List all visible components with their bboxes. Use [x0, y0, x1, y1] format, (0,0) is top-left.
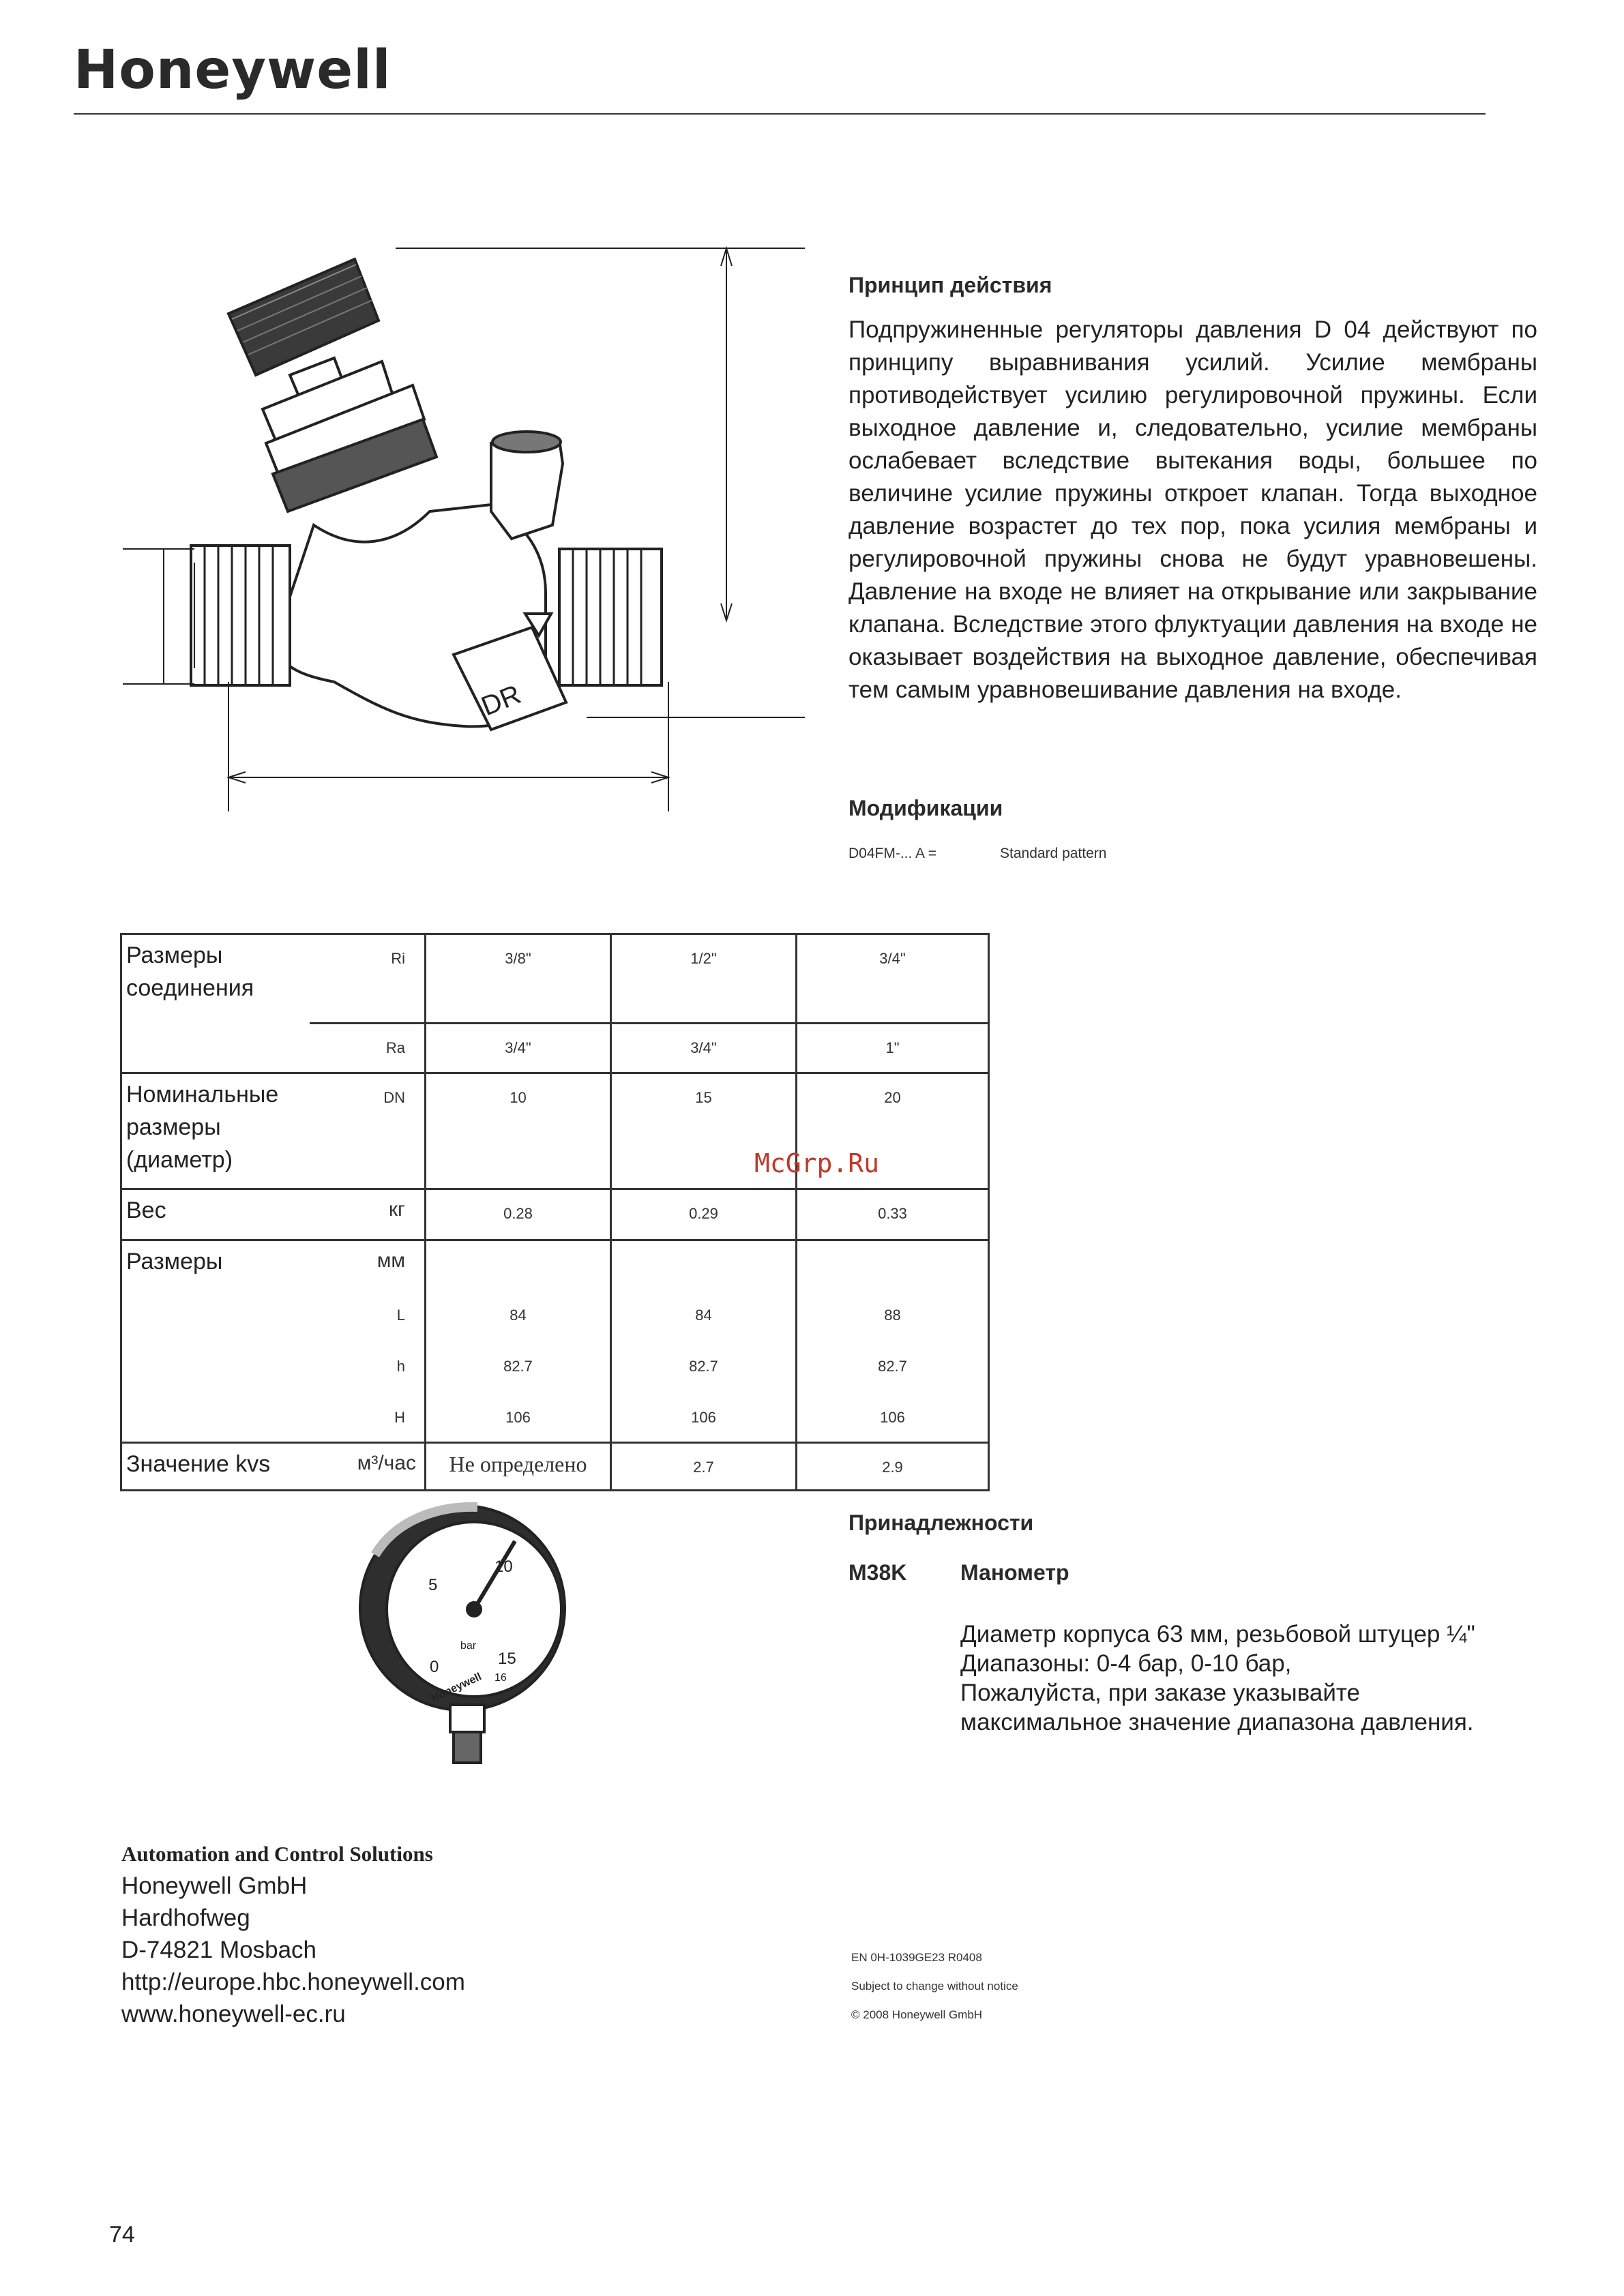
ri-cell: 1/2"	[611, 934, 797, 1024]
weight-cell: 0.33	[797, 1189, 989, 1240]
company-name: Automation and Control Solutions	[121, 1842, 433, 1866]
kvs-cell: Не определено	[426, 1443, 611, 1491]
footer	[851, 1943, 1018, 2029]
dims-unit: мм	[310, 1240, 426, 1292]
kvs-label: Значение kvs	[121, 1443, 310, 1491]
ri-cell: 3/4"	[797, 934, 989, 1024]
address-line: www.honeywell-ec.ru	[121, 2001, 346, 2027]
gauge-tick: 10	[494, 1557, 513, 1576]
nominal-label: Номинальные размеры (диаметр)	[121, 1073, 310, 1189]
accessory-line: Пожалуйста, при заказе указывайте	[960, 1680, 1361, 1706]
modifications-title: Модификации	[848, 796, 1003, 820]
L-cell: 88	[797, 1292, 989, 1343]
L-cell: 84	[426, 1292, 611, 1343]
accessory-line: максимальное значение диапазона давления.	[960, 1709, 1474, 1735]
kvs-cell: 2.7	[611, 1443, 797, 1491]
principle-text: Подпружиненные регуляторы давления D 04 действуют по принципу выравнивания усилий. Усилие мембраны противодействует усилию регулировочной пружины. Если выходное давление и, следовательно, усилие мембраны ослабевает вследствие вытекания воды, большее по величине усилие пружины откроет клапан. Тогда выходное давление возрастет до тех пор, пока усилия мембраны и регулировочной пружины снова не будут уравновешены. Давление на входе не влияет на открывание или закрывание клапана. Вследствие этого флуктуации давления на входе не оказывает воздействия на выходное давление, обеспечивая тем самым уравновешивание давления на входе.	[848, 316, 1537, 703]
copyright: © 2008 Honeywell GmbH	[851, 2008, 983, 2021]
header-rule	[74, 113, 1486, 115]
accessory-line: Диаметр корпуса 63 мм, резьбовой штуцер ¼"	[960, 1621, 1475, 1648]
accessory-code: M38K	[848, 1560, 907, 1585]
h-cell: 82.7	[426, 1343, 611, 1394]
address-line: http://europe.hbc.honeywell.com	[121, 1969, 465, 1995]
principle-title: Принцип действия	[848, 273, 1052, 297]
ra-cell: 1"	[797, 1024, 989, 1073]
weight-cell: 0.28	[426, 1189, 611, 1240]
ra-cell: 3/4"	[426, 1024, 611, 1073]
L-label: L	[396, 1306, 405, 1324]
gauge-tick: 5	[428, 1576, 438, 1594]
connection-label: Размеры соединения	[121, 934, 310, 1024]
kvs-unit: м³/час	[310, 1443, 426, 1491]
ri-label: Ri	[310, 934, 426, 1024]
gauge-unit: bar	[460, 1640, 477, 1652]
dn-label: DN	[310, 1073, 426, 1189]
accessory-line: Диапазоны: 0-4 бар, 0-10 бар,	[960, 1650, 1292, 1677]
pressure-gauge-icon	[355, 1493, 580, 1773]
h-cell: 82.7	[797, 1343, 989, 1394]
H-cell: 106	[426, 1394, 611, 1443]
spec-table	[120, 933, 990, 1491]
adjustment-knob	[228, 259, 437, 511]
gauge-tick: 0	[430, 1658, 439, 1676]
H-cell: 106	[611, 1394, 797, 1443]
ra-cell: 3/4"	[611, 1024, 797, 1073]
dn-cell: 10	[426, 1073, 611, 1189]
dn-cell: 20	[797, 1073, 989, 1189]
ri-cell: 3/8"	[426, 934, 611, 1024]
H-label: H	[394, 1408, 405, 1426]
ra-label: Ra	[310, 1024, 426, 1073]
honeywell-logo: Honeywell	[74, 40, 392, 101]
address-line: Honeywell GmbH	[121, 1873, 308, 1899]
kvs-cell: 2.9	[797, 1443, 989, 1491]
gauge-brand: Honeywell	[429, 1671, 484, 1705]
gauge-tick: 15	[498, 1650, 516, 1668]
L-cell: 84	[611, 1292, 797, 1343]
page-number: 74	[109, 2222, 135, 2248]
H-cell: 106	[797, 1394, 989, 1443]
accessory-name: Манометр	[960, 1560, 1069, 1585]
doc-number: EN 0H-1039GE23 R0408	[851, 1951, 982, 1964]
dn-cell: 15	[611, 1073, 797, 1189]
watermark: McGrp.Ru	[754, 1148, 880, 1178]
weight-cell: 0.29	[611, 1189, 797, 1240]
weight-unit: кг	[310, 1189, 426, 1240]
weight-label: Вес	[121, 1189, 310, 1240]
address-line: Hardhofweg	[121, 1905, 250, 1931]
h-cell: 82.7	[611, 1343, 797, 1394]
address-line: D-74821 Mosbach	[121, 1937, 316, 1963]
valve-label: DR	[477, 679, 525, 722]
modification-desc: Standard pattern	[1000, 846, 1107, 861]
accessories-title: Принадлежности	[848, 1510, 1034, 1535]
accessory-description	[960, 1620, 1475, 1737]
modification-code: D04FM-... A =	[848, 846, 936, 861]
gauge-tick: 16	[494, 1672, 507, 1684]
valve-drawing	[109, 239, 818, 811]
change-notice: Subject to change without notice	[851, 1980, 1018, 1993]
company-address	[121, 1838, 465, 2030]
h-label: h	[396, 1357, 405, 1375]
dims-label: Размеры	[121, 1240, 310, 1292]
